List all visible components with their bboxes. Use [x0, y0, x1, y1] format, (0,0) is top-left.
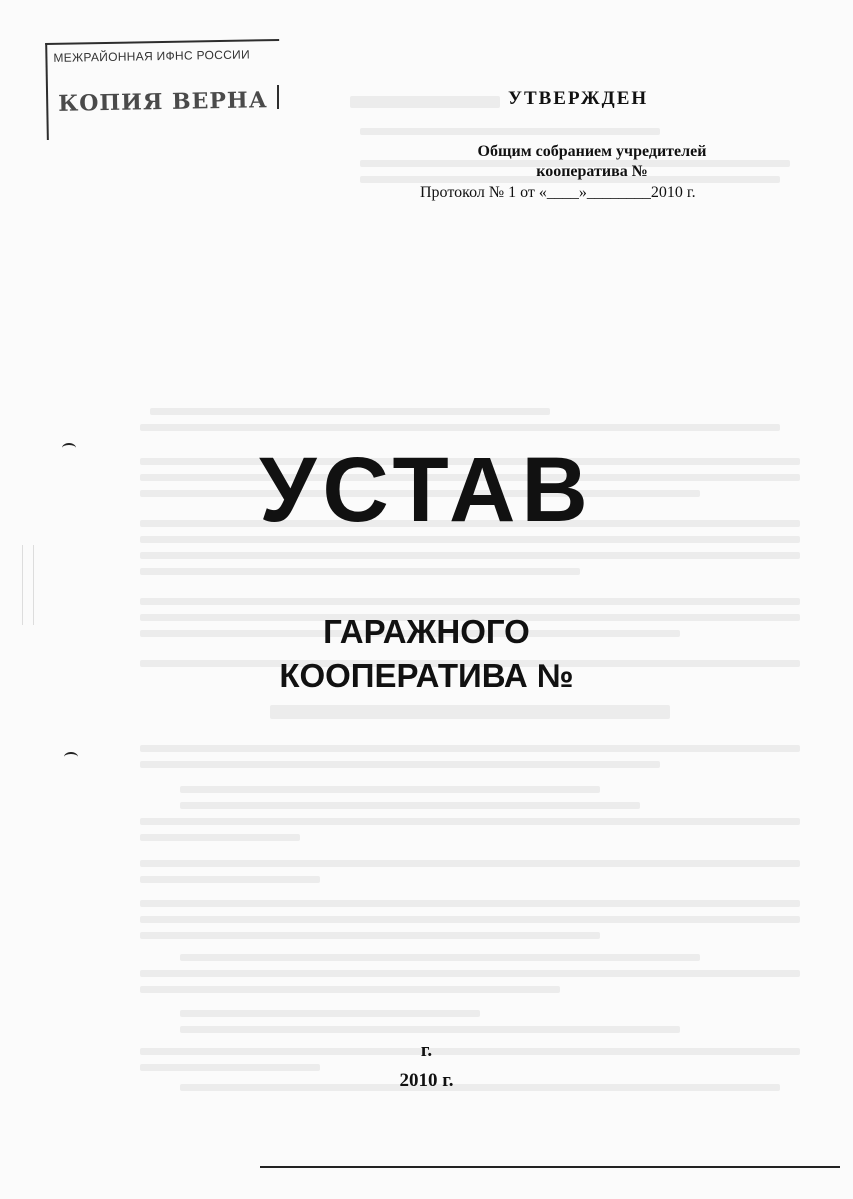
punch-hole-mark: [64, 752, 78, 762]
stamp-main-text: КОПИЯ ВЕРНА: [58, 87, 268, 117]
bleed-through-line: [140, 745, 800, 752]
bleed-through-line: [350, 96, 500, 108]
bleed-through-line: [140, 860, 800, 867]
bleed-through-line: [140, 986, 560, 993]
certification-stamp: [45, 39, 281, 140]
meeting-text: [452, 142, 732, 182]
bleed-through-line: [180, 786, 600, 793]
bleed-through-line: [180, 802, 640, 809]
bleed-through-line: [140, 568, 580, 575]
meeting-line-2: кооператива №: [536, 163, 648, 180]
bleed-through-line: [140, 970, 800, 977]
bleed-through-line: [270, 705, 670, 719]
bleed-through-line: [180, 1026, 680, 1033]
stamp-org-text: МЕЖРАЙОННАЯ ИФНС РОССИИ: [53, 47, 251, 65]
bleed-through-line: [180, 1010, 480, 1017]
subtitle-line-1: ГАРАЖНОГО: [323, 613, 530, 650]
bleed-through-line: [140, 876, 320, 883]
bleed-through-line: [140, 834, 300, 841]
bleed-through-line: [140, 916, 800, 923]
approved-heading: УТВЕРЖДЕН: [508, 88, 649, 109]
meeting-line-1: Общим собранием учредителей: [477, 143, 707, 160]
city-line: г.: [420, 1040, 433, 1061]
binding-mark: [22, 545, 34, 625]
bleed-through-line: [140, 761, 660, 768]
stamp-border-mark: [277, 85, 279, 109]
page-edge-line: [260, 1166, 840, 1168]
bleed-through-line: [140, 598, 800, 605]
year-line: 2010 г.: [399, 1070, 454, 1091]
bleed-through-line: [140, 932, 600, 939]
bleed-through-line: [360, 128, 660, 135]
bleed-through-line: [140, 552, 800, 559]
punch-hole-mark: [62, 443, 76, 453]
bleed-through-line: [180, 954, 700, 961]
protocol-line: Протокол № 1 от «____»________2010 г.: [420, 184, 696, 201]
bleed-through-line: [150, 408, 550, 415]
bleed-through-line: [140, 900, 800, 907]
document-subtitle: [0, 610, 853, 698]
subtitle-line-2: КООПЕРАТИВА №: [279, 657, 574, 694]
document-title: УСТАВ: [259, 439, 594, 541]
bleed-through-line: [140, 424, 780, 431]
bleed-through-line: [140, 818, 800, 825]
